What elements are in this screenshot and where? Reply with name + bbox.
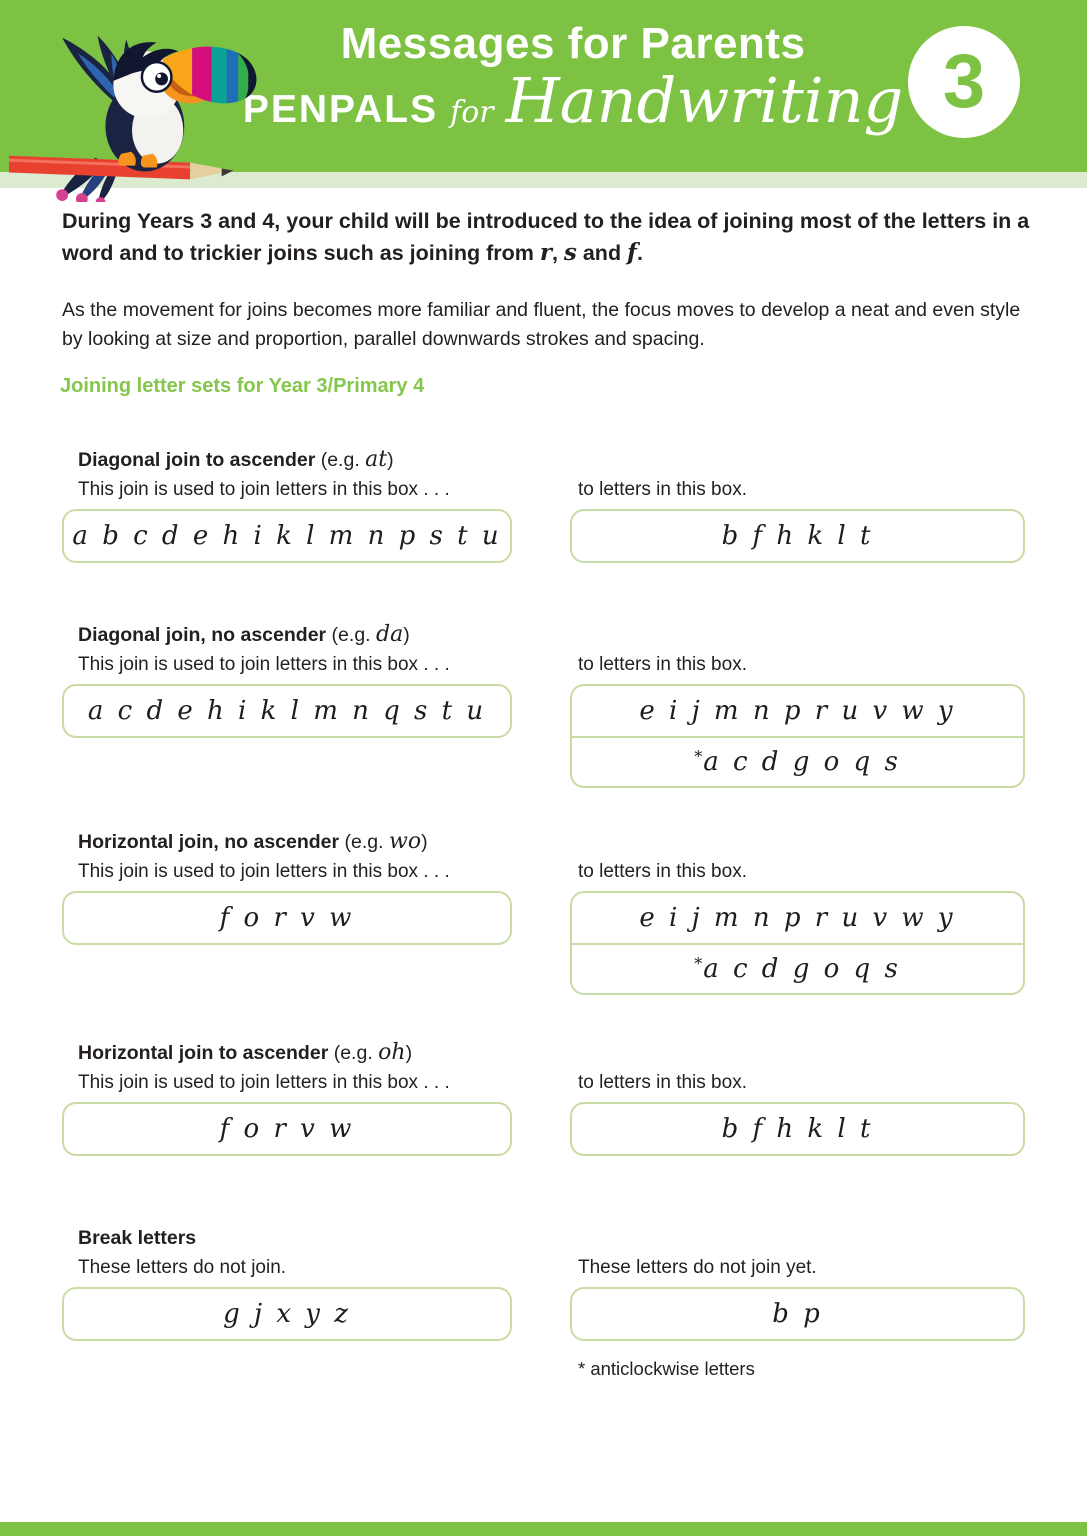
section-title: Break letters	[78, 1227, 197, 1249]
intro-letter-r: r	[539, 238, 552, 266]
right-caption: to letters in this box.	[578, 861, 747, 882]
level-number: 3	[942, 39, 986, 124]
example-letters: at	[365, 447, 388, 472]
section-diagonal-join-no-ascender	[62, 622, 1025, 788]
letters-box-to	[570, 1102, 1025, 1156]
footer-band	[0, 1522, 1087, 1536]
letter-set: f o r v w	[219, 903, 355, 933]
letters-box-to	[570, 684, 1025, 788]
letters-box-to	[570, 891, 1025, 995]
section-title: Diagonal join to ascender (e.g. at)	[78, 447, 394, 472]
section-captions	[62, 1255, 1025, 1281]
section-horizontal-join-no-ascender	[62, 829, 1025, 995]
letters-box-to	[570, 1287, 1025, 1341]
letters-box-from	[62, 509, 512, 563]
letters-box-to	[570, 509, 1025, 563]
intro-letter-s: s	[563, 238, 577, 266]
page-title: Messages for Parents	[340, 19, 806, 68]
intro-bold-paragraph: During Years 3 and 4, your child will be introduced to the idea of joining most of the letters in a word and to trickier joins such as joining from r, s and f.	[62, 209, 1030, 266]
section-captions	[62, 1070, 1025, 1096]
section-group-heading: Joining letter sets for Year 3/Primary 4	[60, 375, 425, 397]
right-caption: to letters in this box.	[578, 479, 747, 500]
letter-set-anticlockwise: *a c d g o q s	[694, 747, 901, 777]
section-diagonal-join-to-ascender	[62, 447, 1025, 563]
letter-set: g j x y z	[223, 1299, 351, 1329]
brand-handwriting: Handwriting	[505, 64, 904, 138]
anticlockwise-star: *	[694, 954, 703, 973]
letters-box-from	[62, 1102, 512, 1156]
section-title: Diagonal join, no ascender (e.g. da)	[78, 622, 410, 647]
example-letters: wo	[388, 829, 422, 854]
level-badge	[908, 26, 1020, 138]
brand-penpals: PENPALS	[242, 88, 439, 132]
letters-box-from	[62, 1287, 512, 1341]
right-caption: to letters in this box.	[578, 1072, 747, 1093]
letter-set: a c d e h i k l m n q s t u	[87, 696, 487, 726]
letter-set: b f h k l t	[721, 1114, 874, 1144]
intro-body-paragraph: As the movement for joins becomes more familiar and fluent, the focus moves to develop a neat and even style by looking at size and proportion, parallel downwards strokes and spacing.	[62, 299, 1021, 351]
letter-set-anticlockwise: *a c d g o q s	[694, 954, 901, 984]
section-captions	[62, 652, 1025, 678]
toucan-eye	[142, 62, 172, 92]
letter-set: a b c d e h i k l m n p s t u	[72, 521, 502, 551]
letter-set: b p	[772, 1299, 823, 1329]
left-caption: This join is used to join letters in this box . . .	[78, 479, 450, 500]
section-captions	[62, 859, 1025, 885]
letter-set: e i j m n p r u v w y	[639, 696, 956, 726]
section-captions	[62, 477, 1025, 503]
left-caption: This join is used to join letters in this box . . .	[78, 861, 450, 882]
left-caption: These letters do not join.	[78, 1257, 287, 1278]
section-break-letters	[62, 1225, 1025, 1341]
toucan-mascot-icon	[6, 10, 264, 202]
brand-for: for	[450, 95, 494, 131]
brand-line	[242, 64, 904, 138]
anticlockwise-footnote: * anticlockwise letters	[578, 1358, 755, 1379]
letter-set: f o r v w	[219, 1114, 355, 1144]
section-horizontal-join-to-ascender	[62, 1040, 1025, 1156]
section-title: Horizontal join, no ascender (e.g. wo)	[78, 829, 428, 854]
right-caption: to letters in this box.	[578, 654, 747, 675]
intro-bold-text: During Years 3 and 4, your child will be introduced to the idea of joining most of the letters in a word and to trickier joins such as joining from	[62, 209, 1030, 265]
letter-set: e i j m n p r u v w y	[639, 903, 956, 933]
left-caption: This join is used to join letters in this box . . .	[78, 1072, 450, 1093]
intro-letter-f: f	[627, 238, 637, 266]
header-titles	[242, 19, 904, 138]
letters-box-from	[62, 684, 512, 738]
example-letters: oh	[378, 1040, 406, 1065]
left-caption: This join is used to join letters in this box . . .	[78, 654, 450, 675]
anticlockwise-star: *	[694, 747, 703, 766]
section-title: Horizontal join to ascender (e.g. oh)	[78, 1040, 413, 1065]
right-caption: These letters do not join yet.	[578, 1257, 817, 1278]
letters-box-from	[62, 891, 512, 945]
example-letters: da	[376, 622, 404, 647]
letter-set: b f h k l t	[721, 521, 874, 551]
